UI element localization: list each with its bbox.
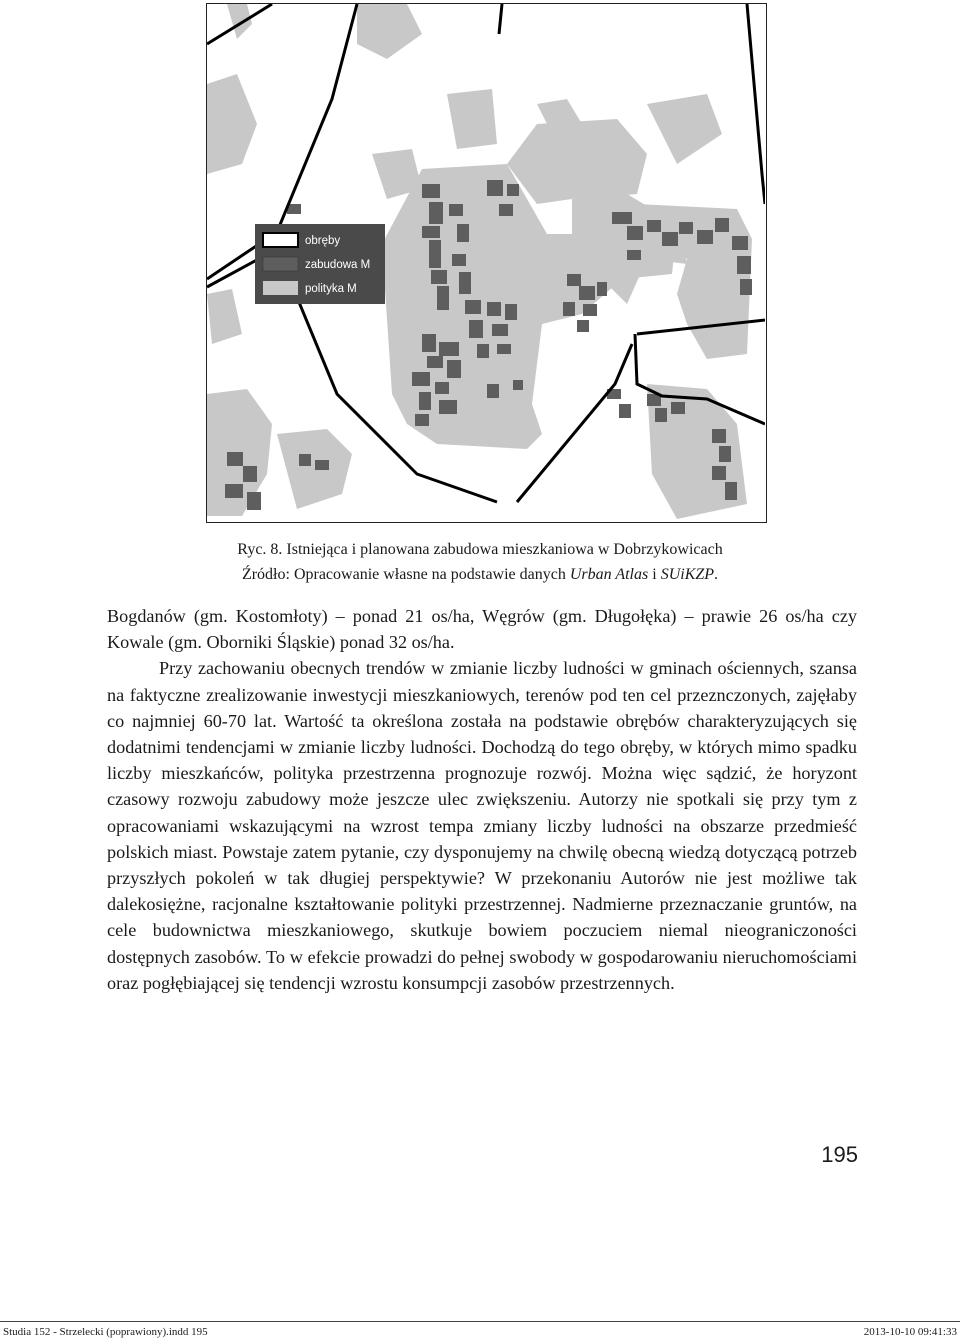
building [439, 342, 459, 356]
body-text [107, 603, 857, 996]
building [697, 230, 713, 244]
building [725, 482, 737, 500]
building [712, 466, 726, 480]
footer-file-name: Studia 152 - Strzelecki (poprawiony).indd 195 [3, 1326, 208, 1338]
map-figure [206, 3, 767, 523]
policy-area [507, 119, 647, 204]
policy-area [447, 89, 497, 149]
building [597, 282, 607, 296]
policy-area [207, 74, 257, 174]
building [492, 324, 508, 336]
building [577, 320, 589, 332]
building [459, 272, 471, 294]
building [299, 454, 311, 466]
boundary-line [499, 4, 502, 34]
building [619, 404, 631, 418]
building [452, 254, 466, 266]
policy-area [207, 289, 242, 344]
policy-area [357, 4, 422, 59]
building [439, 400, 457, 414]
policy-area [227, 4, 252, 39]
map-svg [207, 4, 765, 521]
building [419, 392, 431, 410]
building [655, 408, 667, 422]
building [465, 300, 481, 314]
building [487, 384, 499, 398]
building [712, 429, 726, 443]
building [499, 204, 513, 216]
building [507, 184, 519, 196]
building [487, 180, 503, 196]
policy-area [277, 429, 352, 509]
building [412, 372, 430, 386]
building [427, 356, 443, 368]
caption-source-suffix: . [714, 566, 719, 583]
building [415, 414, 429, 426]
page-number: 195 [821, 1142, 858, 1167]
building [662, 232, 678, 246]
building [563, 302, 575, 316]
building [487, 302, 501, 316]
figure-caption [120, 537, 840, 587]
caption-title: Ryc. 8. Istniejąca i planowana zabudowa mieszkaniowa w Dobrzykowicach [237, 541, 723, 558]
building [449, 204, 463, 216]
building [247, 492, 261, 510]
building [719, 446, 731, 462]
building [422, 334, 436, 352]
policy-area [647, 94, 722, 164]
building [627, 250, 641, 260]
building [315, 460, 329, 470]
footer-divider [0, 1321, 960, 1322]
building [437, 286, 449, 310]
building [429, 202, 443, 224]
paragraph-1: Bogdanów (gm. Kostomłoty) – ponad 21 os/ha, Węgrów (gm. Długołęka) – prawie 26 os/ha czy Kowale (gm. Oborniki Śląskie) ponad 32 os/ha. [107, 606, 857, 653]
building [671, 402, 685, 414]
caption-source-conj: i [648, 566, 661, 583]
legend-label-boundary: obręby [305, 235, 341, 247]
building [469, 320, 483, 338]
caption-source-suikzp: SUiKZP [660, 566, 715, 583]
building [732, 236, 748, 250]
legend [255, 224, 385, 304]
footer-timestamp: 2013-10-10 09:41:33 [863, 1326, 957, 1338]
building [612, 212, 632, 224]
building [737, 256, 751, 274]
caption-source [120, 562, 840, 587]
legend-label-buildings: zabudowa M [305, 259, 371, 271]
legend-label-policy: polityka M [305, 283, 357, 295]
building [225, 484, 243, 498]
building [715, 218, 729, 232]
legend-swatch-policy [263, 281, 298, 295]
boundary-line [747, 4, 765, 204]
building [429, 240, 441, 268]
legend-swatch-boundary [263, 233, 298, 247]
building [567, 274, 581, 286]
building [422, 226, 440, 238]
building [497, 344, 511, 354]
building [435, 382, 449, 394]
building [477, 344, 489, 358]
building [647, 220, 661, 232]
building [457, 224, 469, 242]
building [431, 270, 447, 284]
building [243, 466, 257, 482]
building [679, 222, 693, 234]
building [447, 360, 461, 378]
building [627, 226, 643, 240]
building [505, 304, 517, 320]
building [740, 279, 752, 295]
building [227, 452, 243, 466]
legend-swatch-buildings [263, 257, 298, 271]
building [422, 184, 440, 198]
paragraph-2: Przy zachowaniu obecnych trendów w zmianie liczby ludności w gminach ościennych, szansa na faktyczne zrealizowanie inwestycji mieszkaniowych, terenów pod ten cel przeznczonych, zajęłaby co najmniej 60-70 lat. Wartość ta określona została na podstawie obrębów charakteryzujących się dodatnimi tendencjami w zmianie liczby ludności. Dochodzą do tego obręby, w których mimo spadku liczby mieszkańców, polityka przestrzenna prognozuje rozwój. Można więc sądzić, że horyzont czasowy rozwoju zabudowy może jeszcze ulec zwiększeniu. Autorzy nie spotkali się przy tym z opracowaniami wskazującymi na wzrost tempa zmiany liczby ludności na obszarze przedmieść polskich miast. Powstaje zatem pytanie, czy dysponujemy na chwilę obecną wiedzą dotyczącą potrzeb przyszłych pokoleń w tak długiej perspektywie? W przekonaniu Autorów nie jest możliwe tak dalekosiężne, racjonalne kształtowanie polityki przestrzennej. Nadmierne przeznaczanie gruntów, na cele budownictwa mieszkaniowego, skutkuje bowiem poczuciem niemal nieograniczoności dostępnych zasobów. To w efekcie prowadzi do pełnej swobody w gospodarowaniu nieruchomościami oraz pogłębiającej się tendencji wzrostu konsumpcji zasobów przestrzennych. [107, 658, 857, 993]
caption-source-prefix: Źródło: Opracowanie własne na podstawie danych [241, 566, 570, 583]
caption-source-urban-atlas: Urban Atlas [569, 566, 649, 583]
building [583, 304, 597, 316]
building [513, 380, 523, 390]
building [579, 286, 595, 300]
